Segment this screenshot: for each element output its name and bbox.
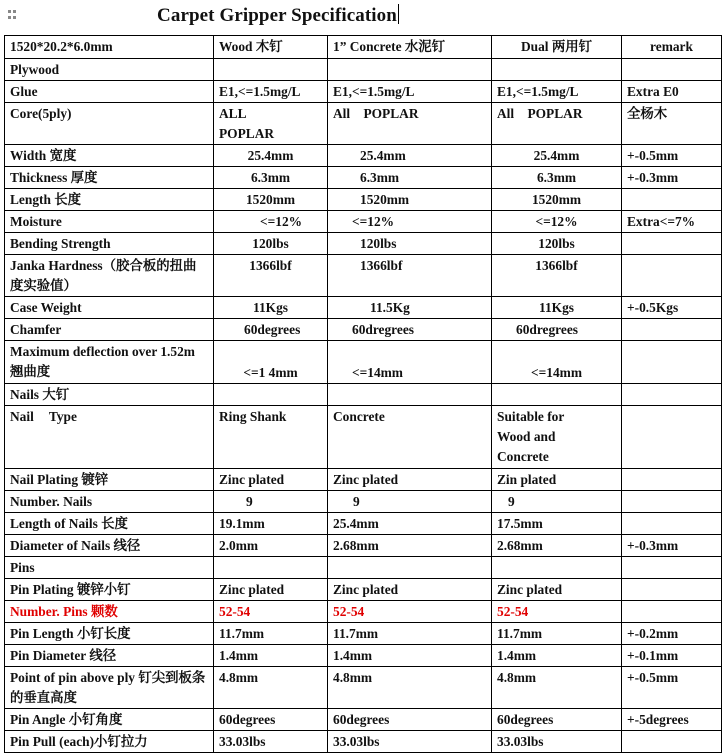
row-label: Maximum deflection over 1.52m 翘曲度 xyxy=(5,341,214,384)
table-cell: 25.4mm xyxy=(328,145,492,167)
table-cell: 19.1mm xyxy=(214,513,328,535)
table-cell: 52-54 xyxy=(492,601,622,623)
table-row xyxy=(5,667,722,709)
row-label: Diameter of Nails 线径 xyxy=(5,535,214,557)
table-cell: 60degrees xyxy=(214,709,328,731)
table-cell: 9 xyxy=(328,491,492,513)
table-cell: E1,<=1.5mg/L xyxy=(214,81,328,103)
table-row xyxy=(5,709,722,731)
row-label: Core(5ply) xyxy=(5,103,214,145)
row-label: Number. Pins 颗数 xyxy=(5,601,214,623)
table-cell xyxy=(328,384,492,406)
row-label: Length 长度 xyxy=(5,189,214,211)
table-cell: 60dregrees xyxy=(492,319,622,341)
table-cell: <=12% xyxy=(492,211,622,233)
table-row xyxy=(5,319,722,341)
row-label: Nail Plating 镀锌 xyxy=(5,469,214,491)
table-row xyxy=(5,103,722,145)
table-cell: +-0.1mm xyxy=(622,645,722,667)
table-cell: +-0.5mm xyxy=(622,667,722,709)
table-cell xyxy=(492,384,622,406)
table-cell: Zinc plated xyxy=(328,469,492,491)
table-cell xyxy=(622,384,722,406)
table-row xyxy=(5,233,722,255)
row-label: Pin Diameter 线径 xyxy=(5,645,214,667)
table-cell: Ring Shank xyxy=(214,406,328,469)
table-cell xyxy=(622,469,722,491)
table-cell: 52-54 xyxy=(328,601,492,623)
table-cell: All POPLAR xyxy=(328,103,492,145)
row-label: Case Weight xyxy=(5,297,214,319)
table-cell: Zinc plated xyxy=(214,579,328,601)
row-label: Pin Plating 镀锌小钉 xyxy=(5,579,214,601)
table-cell xyxy=(214,557,328,579)
row-label: Janka Hardness（胶合板的扭曲度实验值） xyxy=(5,255,214,297)
header-cell: 1520*20.2*6.0mm xyxy=(5,36,214,59)
table-cell: <=14mm xyxy=(492,341,622,384)
table-cell: +-0.5mm xyxy=(622,145,722,167)
row-label: Nails 大钉 xyxy=(5,384,214,406)
table-cell xyxy=(622,557,722,579)
row-label: Width 宽度 xyxy=(5,145,214,167)
table-cell: 6.3mm xyxy=(328,167,492,189)
table-cell: 4.8mm xyxy=(214,667,328,709)
table-cell: 11Kgs xyxy=(492,297,622,319)
table-row xyxy=(5,579,722,601)
table-cell: Extra E0 xyxy=(622,81,722,103)
row-label: Pin Length 小钉长度 xyxy=(5,623,214,645)
table-cell: 6.3mm xyxy=(214,167,328,189)
table-cell: +-5degrees xyxy=(622,709,722,731)
table-cell: Zin plated xyxy=(492,469,622,491)
table-cell xyxy=(328,557,492,579)
table-row xyxy=(5,469,722,491)
table-row xyxy=(5,513,722,535)
row-label: Plywood xyxy=(5,59,214,81)
table-cell xyxy=(622,491,722,513)
header-row xyxy=(5,36,722,59)
table-cell: 60degrees xyxy=(328,709,492,731)
table-row xyxy=(5,731,722,753)
table-cell: Zinc plated xyxy=(328,579,492,601)
table-cell: +-0.5Kgs xyxy=(622,297,722,319)
row-label: Number. Nails xyxy=(5,491,214,513)
table-cell: 33.03lbs xyxy=(328,731,492,753)
text-cursor xyxy=(398,4,399,24)
table-cell xyxy=(622,406,722,469)
header-cell: remark xyxy=(622,36,722,59)
table-cell: <=12% xyxy=(214,211,328,233)
table-cell: <=14mm xyxy=(328,341,492,384)
table-cell: 25.4mm xyxy=(214,145,328,167)
table-cell: 1366lbf xyxy=(492,255,622,297)
row-label: Glue xyxy=(5,81,214,103)
table-cell: Extra<=7% xyxy=(622,211,722,233)
table-cell: 1.4mm xyxy=(328,645,492,667)
header-cell: 1” Concrete 水泥钉 xyxy=(328,36,492,59)
table-cell: 120lbs xyxy=(214,233,328,255)
table-cell: 1520mm xyxy=(492,189,622,211)
table-cell: 25.4mm xyxy=(328,513,492,535)
table-cell: 11.5Kg xyxy=(328,297,492,319)
document-title xyxy=(0,4,556,27)
table-cell: <=1 4mm xyxy=(214,341,328,384)
table-cell: 4.8mm xyxy=(492,667,622,709)
table-row xyxy=(5,189,722,211)
table-cell: 52-54 xyxy=(214,601,328,623)
row-label: Pins xyxy=(5,557,214,579)
table-cell: Zinc plated xyxy=(214,469,328,491)
table-row xyxy=(5,535,722,557)
table-cell: 1520mm xyxy=(214,189,328,211)
table-row xyxy=(5,211,722,233)
table-cell: +-0.2mm xyxy=(622,623,722,645)
table-cell xyxy=(622,601,722,623)
table-row-highlight xyxy=(5,601,722,623)
table-cell: 1366lbf xyxy=(328,255,492,297)
table-cell xyxy=(492,557,622,579)
table-row xyxy=(5,341,722,384)
table-cell: E1,<=1.5mg/L xyxy=(328,81,492,103)
row-label: Nail Type xyxy=(5,406,214,469)
table-row xyxy=(5,557,722,579)
table-cell: <=12% xyxy=(328,211,492,233)
table-cell: +-0.3mm xyxy=(622,535,722,557)
table-cell: 全杨木 xyxy=(622,103,722,145)
table-row xyxy=(5,167,722,189)
table-cell xyxy=(622,189,722,211)
table-cell: 33.03lbs xyxy=(214,731,328,753)
table-cell: 120lbs xyxy=(328,233,492,255)
row-label: Thickness 厚度 xyxy=(5,167,214,189)
table-cell xyxy=(622,341,722,384)
row-label: Bending Strength xyxy=(5,233,214,255)
table-row xyxy=(5,59,722,81)
table-cell xyxy=(214,384,328,406)
table-cell: 1.4mm xyxy=(214,645,328,667)
table-row xyxy=(5,255,722,297)
table-cell xyxy=(328,59,492,81)
row-label: Chamfer xyxy=(5,319,214,341)
header-cell: Wood 木钉 xyxy=(214,36,328,59)
table-cell: 11Kgs xyxy=(214,297,328,319)
table-cell: 1520mm xyxy=(328,189,492,211)
row-label: Pin Angle 小钉角度 xyxy=(5,709,214,731)
table-cell: Zinc plated xyxy=(492,579,622,601)
row-label: Pin Pull (each)小钉拉力 xyxy=(5,731,214,753)
table-cell xyxy=(622,59,722,81)
table-row xyxy=(5,297,722,319)
table-cell: 4.8mm xyxy=(328,667,492,709)
table-cell xyxy=(622,319,722,341)
table-row xyxy=(5,491,722,513)
table-cell: 9 xyxy=(492,491,622,513)
table-cell xyxy=(622,233,722,255)
table-row xyxy=(5,81,722,103)
row-label: Point of pin above ply 钉尖到板条的垂直高度 xyxy=(5,667,214,709)
table-cell: 17.5mm xyxy=(492,513,622,535)
table-cell: 9 xyxy=(214,491,328,513)
table-cell: Concrete xyxy=(328,406,492,469)
row-label: Length of Nails 长度 xyxy=(5,513,214,535)
header-cell: Dual 两用钉 xyxy=(492,36,622,59)
table-row xyxy=(5,406,722,469)
spec-table xyxy=(4,35,722,753)
table-cell: 25.4mm xyxy=(492,145,622,167)
table-cell: 11.7mm xyxy=(214,623,328,645)
table-cell: +-0.3mm xyxy=(622,167,722,189)
table-cell xyxy=(622,255,722,297)
table-cell: 60degrees xyxy=(214,319,328,341)
table-cell: ALL POPLAR xyxy=(214,103,328,145)
table-cell xyxy=(492,59,622,81)
table-cell xyxy=(622,513,722,535)
table-cell: 60dregrees xyxy=(328,319,492,341)
table-cell xyxy=(214,59,328,81)
table-row xyxy=(5,623,722,645)
table-row xyxy=(5,645,722,667)
table-cell: 33.03lbs xyxy=(492,731,622,753)
table-cell: 1366lbf xyxy=(214,255,328,297)
table-cell: 2.0mm xyxy=(214,535,328,557)
table-cell: E1,<=1.5mg/L xyxy=(492,81,622,103)
title-text: Carpet Gripper Specification xyxy=(157,5,397,26)
table-row xyxy=(5,145,722,167)
table-cell xyxy=(622,731,722,753)
table-cell: 1.4mm xyxy=(492,645,622,667)
table-cell: 11.7mm xyxy=(492,623,622,645)
table-cell: 2.68mm xyxy=(492,535,622,557)
row-label: Moisture xyxy=(5,211,214,233)
table-cell xyxy=(622,579,722,601)
table-cell: 60degrees xyxy=(492,709,622,731)
table-cell: 6.3mm xyxy=(492,167,622,189)
table-row xyxy=(5,384,722,406)
table-cell: 120lbs xyxy=(492,233,622,255)
table-cell: All POPLAR xyxy=(492,103,622,145)
table-cell: Suitable for Wood and Concrete xyxy=(492,406,622,469)
table-cell: 2.68mm xyxy=(328,535,492,557)
table-cell: 11.7mm xyxy=(328,623,492,645)
